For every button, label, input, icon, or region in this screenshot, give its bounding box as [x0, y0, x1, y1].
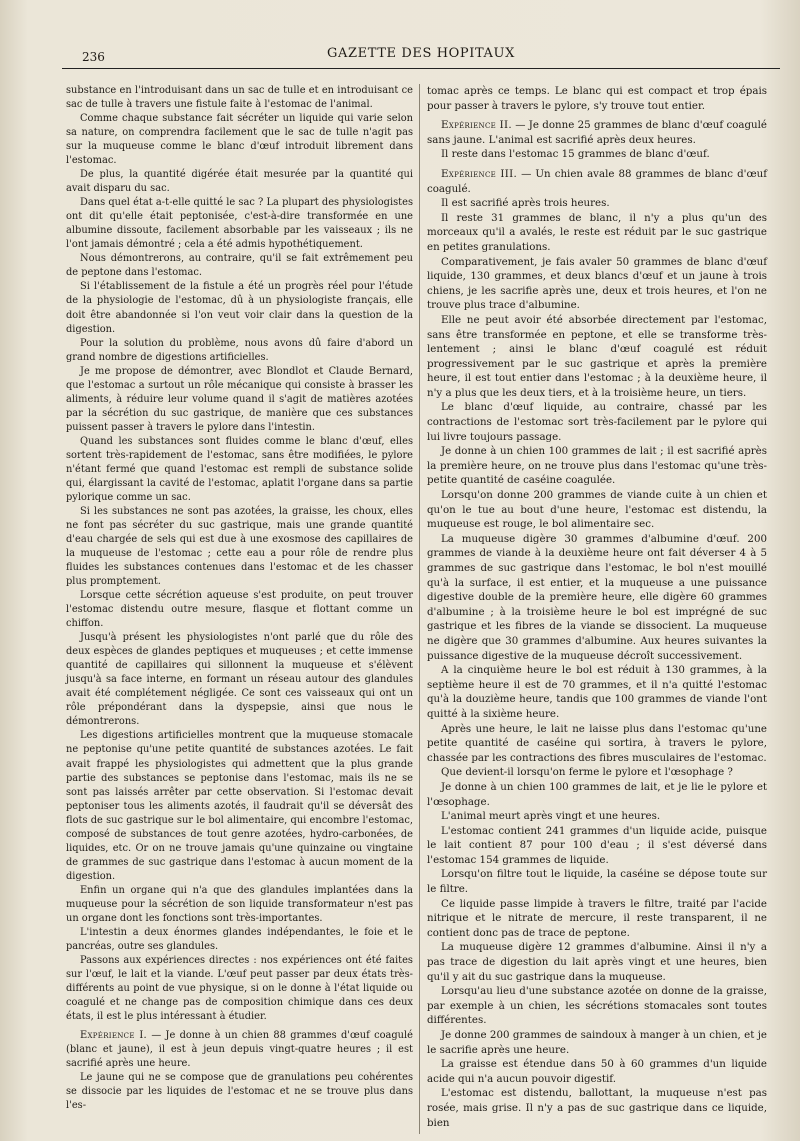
paragraph: [427, 532, 767, 663]
paragraph: [66, 631, 413, 729]
paragraph-text: Dans quel état a-t-elle quitté le sac ? La plupart des physiologistes ont dit qu'elle était peptonisée, c'est-à-dire transformée en une albumine dissoute, facilement absorbable par les vaisseaux ; ils ne l'ont jamais démontré ; cela a été admis hypothétiquement.: [66, 197, 413, 251]
paragraph-text: Nous démontrerons, au contraire, qu'il se fait extrêmement peu de peptone dans l'estomac.: [66, 253, 413, 279]
paragraph-text: Il reste dans l'estomac 15 grammes de blanc d'œuf.: [441, 148, 710, 161]
paragraph: [66, 365, 413, 435]
paragraph-text: Il reste 31 grammes de blanc, il n'y a plus qu'un des morceaux qu'il a avalés, le reste est réduit par le suc gastrique en petites granulations.: [427, 211, 767, 253]
paragraph-text: Lorsqu'on donne 200 grammes de viande cuite à un chien et qu'on le tue au bout d'une heure, l'estomac est distendu, la muqueuse est rouge, le bol alimentaire sec.: [427, 489, 767, 531]
paragraph-text: Que devient-il lorsqu'on ferme le pylore et l'œsophage ?: [441, 766, 733, 779]
paragraph: [66, 435, 413, 505]
paragraph-text: Comparativement, je fais avaler 50 grammes de blanc d'œuf liquide, 130 grammes, et deux blancs d'œuf et un jaune à trois chiens, je les sacrifie après une, deux et trois heures, et l'on ne trouve plus trace d'albumine.: [427, 255, 767, 312]
paragraph-text: Jusqu'à présent les physiologistes n'ont parlé que du rôle des deux espèces de glandes peptiques et muqueuses ; et cette immense quantité de capillaires qui sillonnent la muqueuse et s'élèvent jusqu'à sa face interne, en formant un réseau autour des glandules avait été complétement négligée. Ce sont ces vaisseaux qui ont un rôle prépondérant dans la dyspepsie, ainsi que nous le démontrerons.: [66, 632, 413, 728]
paragraph-text: tomac après ce temps. Le blanc qui est compact et trop épais pour passer à travers le pylore, s'y trouve tout entier.: [427, 85, 767, 112]
paragraph: [427, 1086, 767, 1130]
paragraph: [427, 897, 767, 941]
paragraph-text: La muqueuse digère 30 grammes d'albumine d'œuf. 200 grammes de viande à la deuxième heure ont fait déverser 4 à 5 grammes de suc gastrique dans l'estomac, le bol n'est mouillé qu'à la surface, il est entier, et la muqueuse a une puissance digestive double de la première heure, elle digère 60 grammes d'albumine ; à la troisième heure le bol est imprégné de suc gastrique et les fibres de la viande se dissocient. La muqueuse ne digère que 30 grammes d'albumine. Aux heures suivantes la puissance digestive de la muqueuse décroît successivement.: [427, 532, 767, 662]
paragraph: [427, 84, 767, 113]
paragraph-text: L'estomac est distendu, ballottant, la muqueuse n'est pas rosée, mais grise. Il n'y a pas de suc gastrique dans ce liquide, bien: [427, 1087, 767, 1129]
paragraph-text: Lorsque cette sécrétion aqueuse s'est produite, on peut trouver l'estomac distendu outre mesure, flasque et flottant comme un chiffon.: [66, 590, 413, 630]
page-header: [62, 0, 780, 80]
paragraph: [427, 147, 767, 162]
paragraph: [427, 780, 767, 809]
paragraph-text: Comme chaque substance fait sécréter un liquide qui varie selon sa nature, on comprendra facilement que le sac de tulle n'agit pas sur la muqueuse comme le blanc d'œuf introduit librement dans l'estomac.: [66, 113, 413, 167]
paragraph-text: De plus, la quantité digérée était mesurée par la quantité qui avait disparu du sac.: [66, 169, 413, 195]
paragraph: [427, 118, 767, 147]
paragraph-text: — Je donne 25 grammes de blanc d'œuf coagulé sans jaune. L'animal est sacrifié après deux heures.: [427, 119, 767, 146]
paragraph: [427, 211, 767, 255]
paragraph-text: Si les substances ne sont pas azotées, la graisse, les choux, elles ne font pas sécréter du suc gastrique, mais une grande quantité d'eau chargée de sels qui est due à une exosmose des capillaires de la muqueuse de l'estomac ; cette eau a pour rôle de rendre plus fluides les substances contenues dans l'estomac et de les chasser plus promptement.: [66, 505, 413, 588]
experiment-label: Expérience II.: [441, 119, 512, 132]
paragraph-text: — Je donne à un chien 88 grammes d'œuf coagulé (blanc et jaune), il est à jeun depuis vingt-quatre heures ; il est sacrifié après une heure.: [66, 1030, 413, 1070]
paragraph: [427, 313, 767, 401]
paragraph-text: L'estomac contient 241 grammes d'un liquide acide, puisque le lait contient 87 pour 100 d'eau ; il s'est déversé dans l'estomac 154 grammes de liquide.: [427, 824, 767, 866]
paragraph: [427, 196, 767, 211]
paragraph-text: Lorsqu'au lieu d'une substance azotée on donne de la graisse, par exemple à un chien, les sécrétions stomacales sont toutes différentes.: [427, 985, 767, 1027]
paragraph-text: Il est sacrifié après trois heures.: [441, 197, 610, 210]
paragraph-text: La graisse est étendue dans 50 à 60 grammes d'un liquide acide qui n'a aucun pouvoir digestif.: [427, 1058, 767, 1085]
paragraph: [66, 168, 413, 196]
paragraph-text: Lorsqu'on filtre tout le liquide, la caséine se dépose toute sur le filtre.: [427, 868, 767, 896]
paragraph: [427, 867, 767, 896]
paragraph-text: Enfin un organe qui n'a que des glandules implantées dans la muqueuse pour la sécrétion de son liquide transformateur n'est pas un organe dont les fonctions sont très-importantes.: [66, 884, 413, 924]
paragraph-text: Le jaune qui ne se compose que de granulations peu cohérentes se dissocie par les liquides de l'estomac et ne se trouve plus dans l'es-: [66, 1072, 413, 1112]
paragraph-text: Je donne à un chien 100 grammes de lait ; il est sacrifié après la première heure, on ne trouve plus dans l'estomac qu'une très-petite quantité de caséine coagulée.: [427, 445, 767, 487]
paragraph: [66, 505, 413, 589]
experiment-label: Expérience III.: [441, 167, 517, 180]
paragraph: [66, 1029, 413, 1071]
paragraph-text: A la cinquième heure le bol est réduit à 130 grammes, à la septième heure il est de 70 grammes, et il n'a quitté l'estomac qu'à la douzième heure, tandis que 100 grammes de viande l'ont quitté à la sixième heure.: [427, 664, 767, 720]
paragraph: [427, 400, 767, 444]
paragraph-text: L'intestin a deux énormes glandes indépendantes, le foie et le pancréas, outre ses glandules.: [66, 926, 413, 952]
paragraph-text: substance en l'introduisant dans un sac de tulle et en introduisant ce sac de tulle à travers une fistule faite à l'estomac de l'animal.: [66, 85, 413, 111]
paragraph: [66, 729, 413, 883]
column-divider: [419, 84, 420, 1134]
right-column: [427, 84, 767, 1130]
paragraph-text: Pour la solution du problème, nous avons dû faire d'abord un grand nombre de digestions artificielles.: [66, 337, 413, 363]
paragraph-text: Passons aux expériences directes : nos expériences ont été faites sur l'œuf, le lait et la viande. L'œuf peut passer par deux états très-différents au point de vue physique, si on le donne à l'état liquide ou coagulé et ne change pas de composition chimique dans ces deux états, il est le plus intéressant à étudier.: [66, 954, 413, 1023]
paragraph: [66, 112, 413, 168]
header-rule: [62, 68, 780, 69]
paragraph: [66, 196, 413, 252]
paragraph: [427, 444, 767, 488]
running-title: GAZETTE DES HOPITAUX: [327, 46, 515, 61]
paragraph-text: Si l'établissement de la fistule a été un progrès réel pour l'étude de la physiologie de l'estomac, dû à un physiologiste français, elle doit être abandonnée si l'on veut voir clair dans la question de la digestion.: [66, 281, 413, 335]
paragraph: [66, 280, 413, 336]
paragraph: [427, 255, 767, 313]
paragraph: [427, 663, 767, 721]
paragraph: [427, 722, 767, 766]
paragraph: [427, 765, 767, 780]
paragraph-text: Elle ne peut avoir été absorbée directement par l'estomac, sans être transformée en peptone, et elle se transforme très-lentement ; ainsi le blanc d'œuf coagulé est réduit progressivement par le suc gastrique et après la première heure, il est tout entier dans l'estomac ; à la deuxième heure, il n'y a plus que les deux tiers, et à la troisième heure, un tiers.: [427, 313, 767, 399]
paragraph-text: — Un chien avale 88 grammes de blanc d'œuf coagulé.: [427, 167, 767, 195]
paragraph: [66, 954, 413, 1024]
paragraph-text: Après une heure, le lait ne laisse plus dans l'estomac qu'une petite quantité de caséine qui sortira, à travers le pylore, chassée par les contractions des fibres musculaires de l'estomac.: [427, 722, 767, 764]
paragraph: [66, 884, 413, 926]
paragraph-text: L'animal meurt après vingt et une heures.: [441, 810, 661, 823]
paragraph: [427, 488, 767, 532]
paragraph-text: Je donne à un chien 100 grammes de lait, et je lie le pylore et l'œsophage.: [427, 780, 767, 808]
paragraph-text: Je donne 200 grammes de saindoux à manger à un chien, et je le sacrifie après une heure.: [427, 1029, 767, 1056]
paragraph: [427, 167, 767, 196]
paragraph-text: La muqueuse digère 12 grammes d'albumine. Ainsi il n'y a pas trace de digestion du lait après vingt et une heures, bien qu'il y ait du suc gastrique dans la muqueuse.: [427, 941, 767, 983]
paragraph: [66, 84, 413, 112]
paragraph: [66, 252, 413, 280]
paragraph: [66, 337, 413, 365]
paragraph: [66, 1071, 413, 1113]
paragraph-text: Quand les substances sont fluides comme le blanc d'œuf, elles sortent très-rapidement de l'estomac, sans être modifiées, le pylore n'étant fermé que quand l'estomac est rempli de substance solide qui, élargissant la cavité de l'estomac, aplatit l'organe dans sa partie pylorique comme un sac.: [66, 435, 413, 503]
paragraph: [427, 984, 767, 1028]
paragraph-text: Ce liquide passe limpide à travers le filtre, traité par l'acide nitrique et le nitrate de mercure, il reste transparent, il ne contient donc pas de trace de peptone.: [427, 897, 767, 939]
paragraph-text: Le blanc d'œuf liquide, au contraire, chassé par les contractions de l'estomac sort très-facilement par le pylore qui lui livre toujours passage.: [427, 401, 767, 443]
paragraph: [427, 940, 767, 984]
paragraph-text: Je me propose de démontrer, avec Blondlot et Claude Bernard, que l'estomac a surtout un rôle mécanique qui consiste à brasser les aliments, à réduire leur volume quand il s'agit de matières azotées par la sécrétion du suc gastrique, de manière que ces substances puissent passer à travers le pylore dans l'intestin.: [66, 365, 413, 433]
page-number: 236: [82, 50, 105, 64]
paragraph: [66, 926, 413, 954]
paragraph: [66, 589, 413, 631]
paragraph: [427, 809, 767, 824]
paragraph-text: Les digestions artificielles montrent que la muqueuse stomacale ne peptonise qu'une petite quantité de substances azotées. Le fait avait frappé les physiologistes qui admettent que la plus grande partie des substances se peptonise dans l'estomac, mais ils ne se sont pas laissés arrêter par cette observation. Si l'estomac devait peptoniser tous les aliments azotés, il faudrait qu'il se déversât des flots de suc gastrique sur le bol alimentaire, qui encombre l'estomac, composé de substances de tout genre azotées, hydro-carbonées, de liquides, etc. Or on ne trouve jamais qu'une quinzaine ou vingtaine de grammes de suc gastrique dans l'estomac à aucun moment de la digestion.: [66, 730, 413, 882]
paragraph: [427, 1057, 767, 1086]
paragraph: [427, 1028, 767, 1057]
paragraph: [427, 824, 767, 868]
experiment-label: Expérience I.: [80, 1030, 147, 1042]
left-column: [66, 84, 413, 1113]
